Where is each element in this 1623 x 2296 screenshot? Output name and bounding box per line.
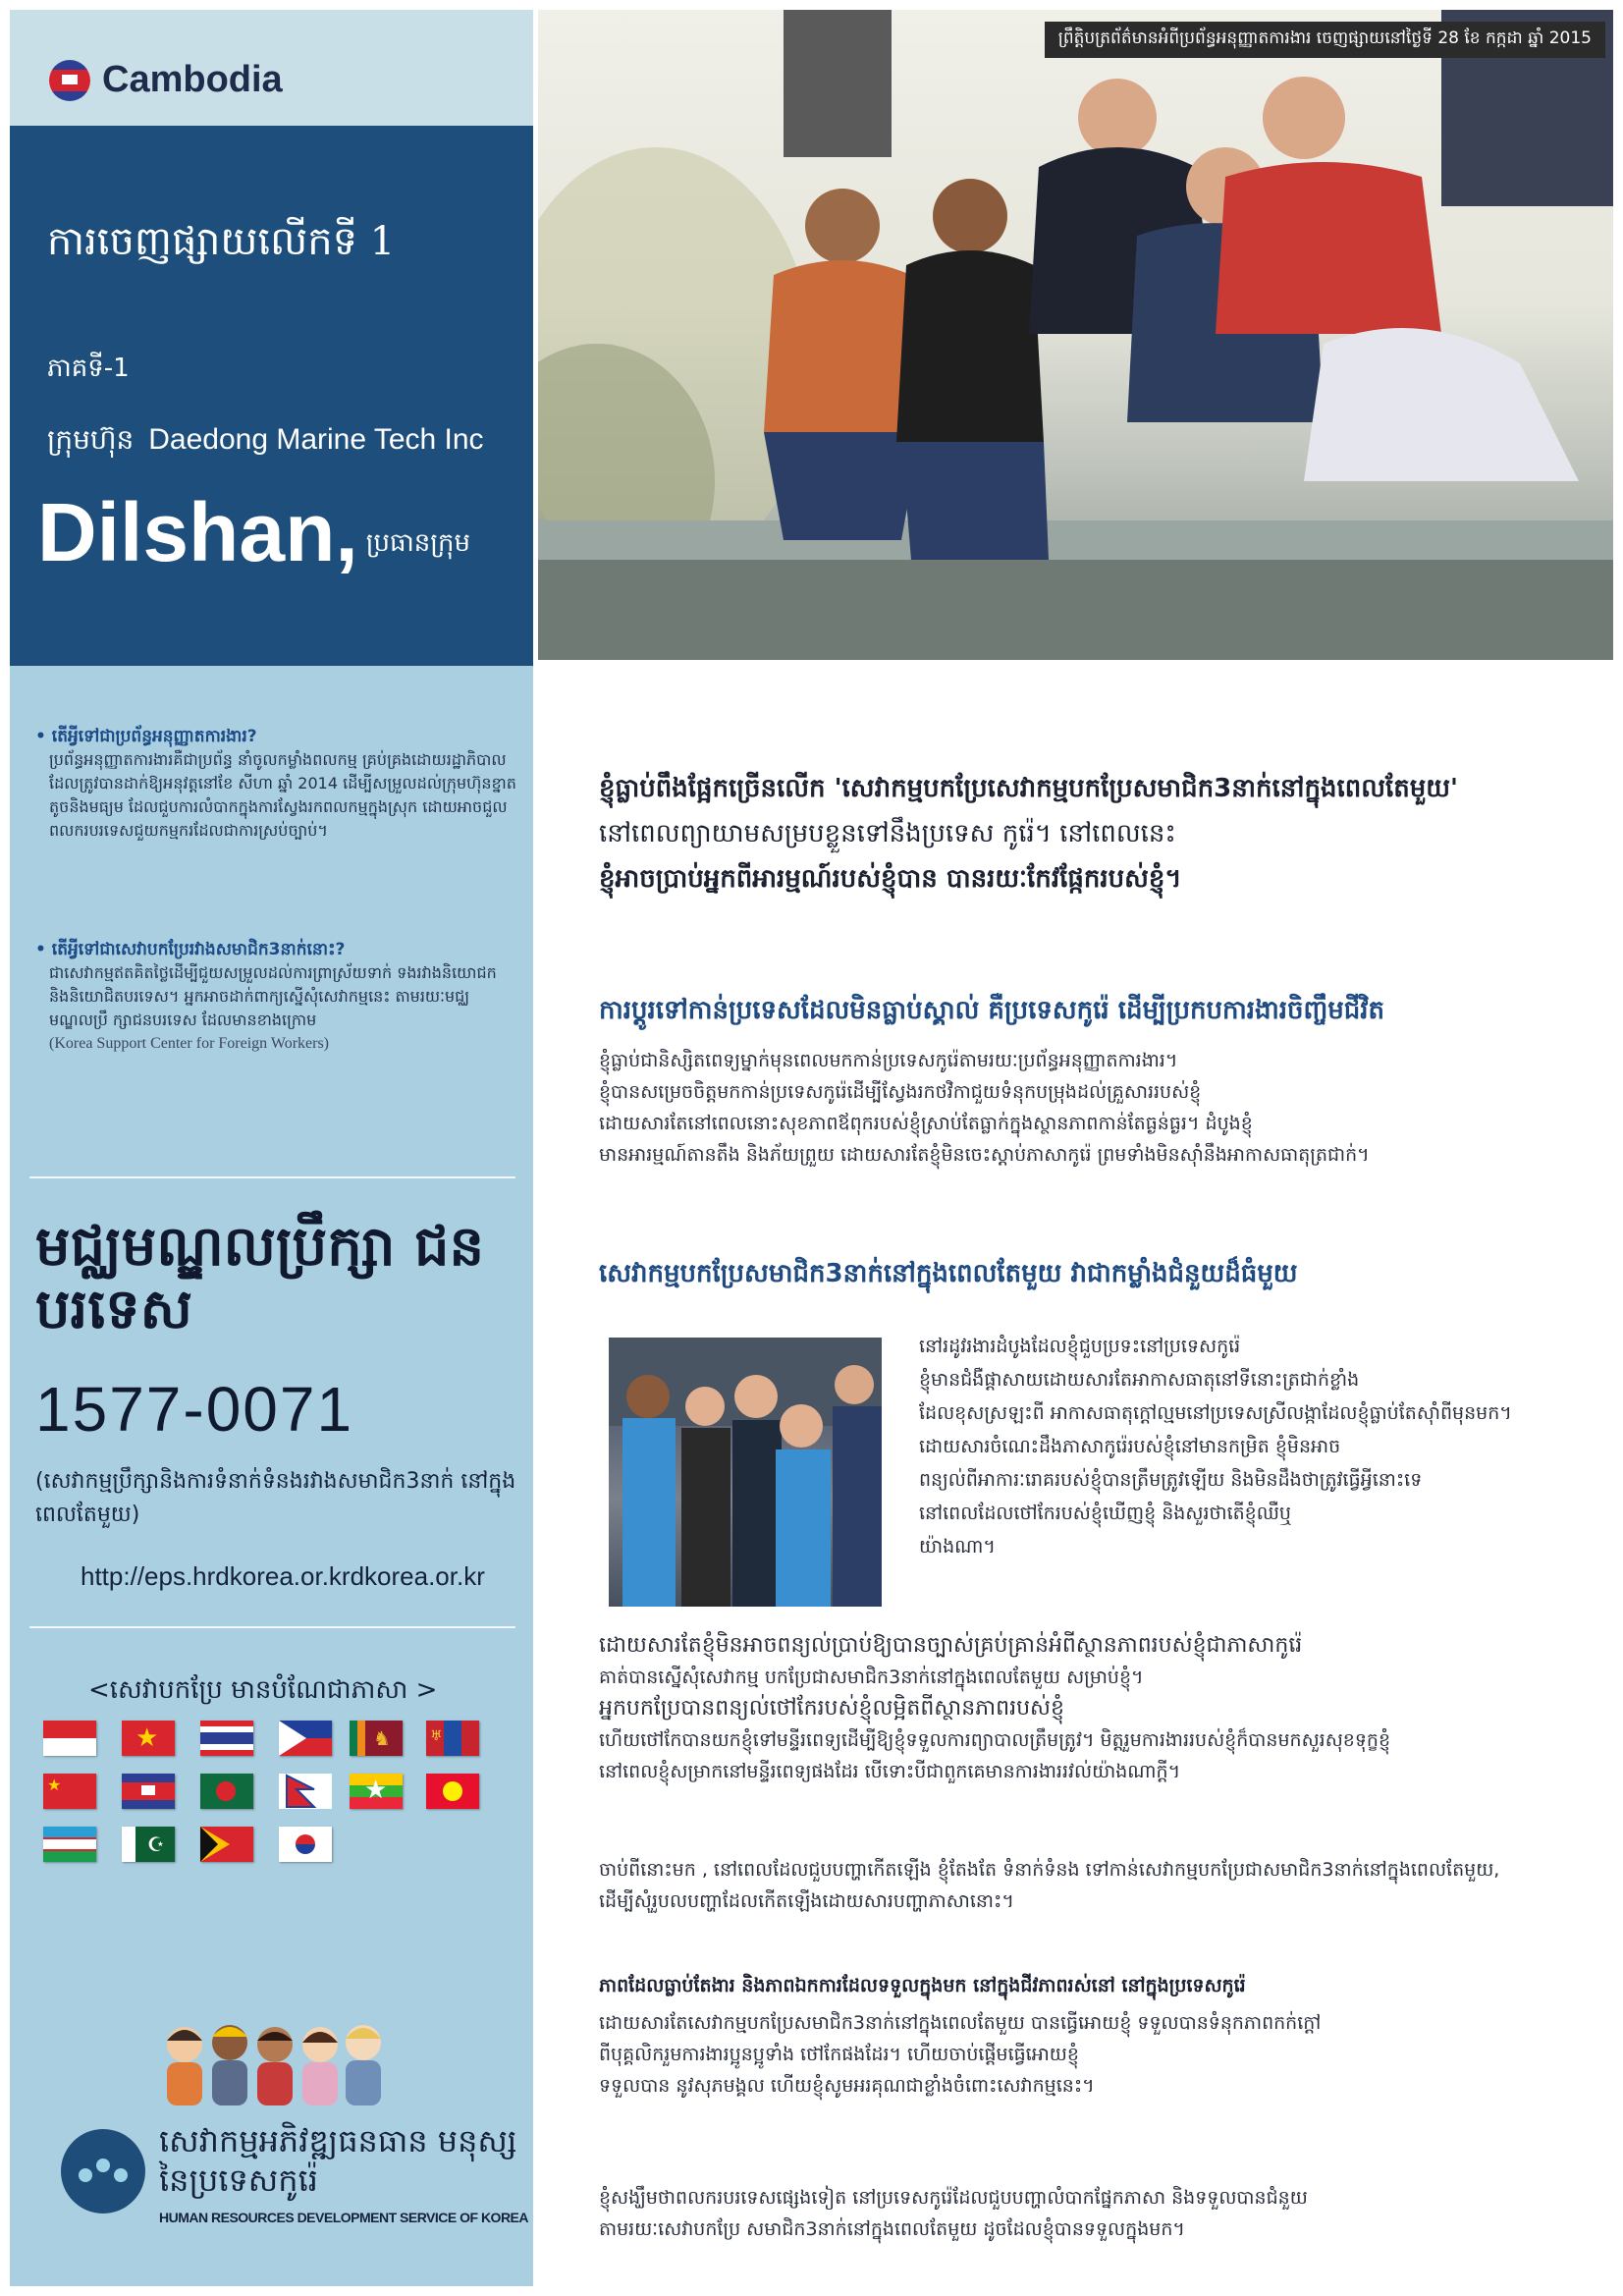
part-label: ភាគទី-1 [47, 354, 130, 383]
section-3-heading: ភាពដែលធ្លាប់តែងារ និងភាពឯកការដែលទទួលក្នុងមក នៅក្នុងជីវភាពរស់នៅ នៅក្នុងប្រទេសកូរ៉េ [599, 1975, 1246, 1996]
company-name: Daedong Marine Tech Inc [148, 423, 484, 456]
pakistan-flag-icon: ☪ [122, 1827, 175, 1862]
organization-english-name: HUMAN RESOURCES DEVELOPMENT SERVICE OF KOREA [159, 2210, 529, 2225]
vietnam-flag-icon: ★ [122, 1721, 175, 1756]
faq-item-1 [35, 725, 516, 843]
center-url-link[interactable]: http://eps.hrdkorea.or.krdkorea.or.kr [81, 1561, 485, 1591]
intro-line: ខ្ញុំអាចប្រាប់អ្នកពីអារម្មណ៍របស់ខ្ញុំបាន បានរយៈកែវផ្កែករបស់ខ្ញុំ។ [599, 864, 1182, 894]
languages-title: <សេវាបកប្រែ មានបំណែជាភាសា > [88, 1675, 438, 1705]
timor-leste-flag-icon [200, 1827, 253, 1862]
body-line: ពីបុគ្គលិករួមការងារប្អូនប្អូទាំង ថៅកែផងដែរ។ ហើយចាប់ផ្តើមធ្វើអោយខ្ញុំ [599, 2044, 1079, 2065]
company-prefix: ក្រុមហ៊ុន [47, 423, 135, 456]
faq-question: • តើអ្វីទៅជាសេវាបកប្រែរវាងសមាជិក3នាក់នោះ? [35, 938, 516, 961]
body-line: នៅពេលខ្ញុំសម្រាកនៅមន្ទីរពេទ្យផងដែរ បើទោះបីជាពួកគេមានការងាររវល់យ៉ាងណាក្តី។ [599, 1761, 1181, 1782]
body-line: ពន្យល់ពីអាការៈរោគរបស់ខ្ញុំបានត្រឹមត្រូវឡើយ និងមិនដឹងថាត្រូវធ្វើអ្វីនោះទេ [919, 1469, 1423, 1491]
philippines-flag-icon [279, 1721, 332, 1756]
center-description: (សេវាកម្មប្រឹក្សានិងការទំនាក់ទំនងរវាងសមាជិក3នាក់ នៅក្នុងពេលតែមួយ) [35, 1469, 516, 1527]
nepal-flag-icon [279, 1774, 332, 1809]
body-line: គាត់បានស្នើសុំសេវាកម្ម បកប្រែជាសមាជិក3នាក់នៅក្នុងពេលតែមួយ សម្រាប់ខ្ញុំ។ [599, 1667, 1144, 1688]
indonesia-flag-icon [43, 1721, 96, 1756]
body-line: ខ្ញុំបានសម្រេចចិត្តមកកាន់ប្រទេសកូរ៉េដើម្បីស្វែងរកថវិកាជួយទំនុកបម្រុងដល់គ្រួសាររបស់ខ្ញុំ [599, 1081, 1202, 1103]
body-line: ដើម្បីសុំរួបលបញ្ហាដែលកើតឡើងដោយសារបញ្ហាភាសានោះ។ [599, 1890, 1014, 1912]
header-photo [538, 10, 1613, 660]
country-row [49, 59, 283, 101]
paragraph-3 [599, 1854, 1581, 1917]
section-2-heading-block [599, 1257, 1581, 1294]
country-header [10, 10, 533, 126]
body-line: ចាប់ពីនោះមក , នៅពេលដែលជួបបញ្ហាកើតឡើង ខ្ញុំតែងតែ ទំនាក់ទំនង ទៅកាន់សេវាកម្មបកប្រែជាសមាជិក3នាក់នៅក្នុងពេលតែមួយ, [599, 1859, 1500, 1881]
group-photo-illustration [538, 10, 1613, 660]
group-photo-small-illustration [609, 1338, 882, 1607]
person-line [37, 486, 470, 578]
issue-title-block [10, 126, 533, 666]
body-line: ទទួលបាន នូវសុភមង្គល ហើយខ្ញុំសូមអរគុណជាខ្លាំងចំពោះសេវាកម្មនេះ។ [599, 2075, 1095, 2097]
cambodia-flag-icon [49, 60, 90, 101]
section-3-body [599, 2007, 1581, 2102]
body-line: ខ្ញុំមានជំងឺផ្តាសាយដោយសារតែអាកាសធាតុនៅទីនោះត្រជាក់ខ្លាំង [919, 1369, 1360, 1391]
inline-photo [609, 1338, 882, 1607]
faq-item-2 [35, 938, 516, 1056]
person-name: Dilshan, [37, 486, 358, 578]
sidebar-divider [29, 1176, 515, 1178]
faq-note: (Korea Support Center for Foreign Workers) [49, 1035, 330, 1052]
company-line [47, 422, 484, 463]
body-line: មានអារម្មណ៍តានតឹង និងភ័យព្រួយ ដោយសារតែខ្ញុំមិនចេះស្តាប់ភាសាកូរ៉េ ព្រមទាំងមិនស៊ាំនឹងអាកាសធាតុត្រជាក់។ [599, 1144, 1370, 1166]
center-phone[interactable]: 1577-0071 [35, 1374, 354, 1445]
intro-line: នៅពេលព្យាយាមសម្របខ្លួនទៅនឹងប្រទេស កូរ៉េ។ នៅពេលនេះ [599, 819, 1176, 848]
body-line: ដែលខុសស្រឡះពី អាកាសធាតុក្តៅល្មមនៅប្រទេសស្រីលង្កាដែលខ្ញុំធ្លាប់តែស៊ាំពីមុនមក។ [919, 1402, 1512, 1424]
faq-answer: ប្រព័ន្ធអនុញ្ញាតការងារគឺជាប្រព័ន្ធ នាំចូលកម្លាំងពលកម្ម គ្រប់គ្រងដោយរដ្ឋាភិបាល ដែលត្រូវបានដាក់ឱ្យអនុវត្តនៅខែ សីហា ឆ្នាំ 2014 ដើម្បីសម្រួលដល់ក្រុមហ៊ុនខ្នាតតូចនិងមធ្យម ដែលជួបការលំបាកក្នុងការស្វែងរកពលកម្មក្នុងស្រុក ដោយអាចជួលពលករបរទេសជួយកម្មករដែលជាការស្រប់ច្បាប់។ [49, 750, 516, 840]
sidebar-divider [29, 1626, 515, 1628]
kyrgyzstan-flag-icon [426, 1774, 479, 1809]
workers-illustration-icon [155, 2013, 391, 2111]
section-2-body [599, 1630, 1581, 1787]
section-3 [599, 1974, 1581, 2102]
body-line: ដោយសារតែខ្ញុំមិនអាចពន្យល់ប្រាប់ឱ្យបានច្បាស់គ្រប់គ្រាន់អំពីស្ថានភាពរបស់ខ្ញុំជាភាសាកូរ៉េ [599, 1633, 1303, 1658]
body-line: ដោយសារតែសេវាកម្មបកប្រែសមាជិក3នាក់នៅក្នុងពេលតែមួយ បានធ្វើអោយខ្ញុំ ទទួលបានទំនុកភាពកក់ក្តៅ [599, 2012, 1322, 2034]
sidebar [10, 10, 533, 2286]
paragraph-4 [599, 2182, 1581, 2245]
photo-caption: ព្រឹត្តិបត្រព័ត៌មានអំពីប្រព័ន្ធអនុញ្ញាតការងារ ចេញផ្សាយនៅថ្ងៃទី 28 ខែ កក្កដា ឆ្នាំ 2015 [1045, 22, 1605, 58]
myanmar-flag-icon: ★ [350, 1774, 403, 1809]
issue-label: ការចេញផ្សាយលើកទី 1 [47, 219, 396, 264]
article-intro [599, 766, 1581, 902]
intro-line: ខ្ញុំធ្លាប់ពឹងផ្អែកច្រើនលើក 'សេវាកម្មបកប្រែសេវាកម្មបកប្រែសមាជិក3នាក់នៅក្នុងពេលតែមួយ' [599, 774, 1458, 803]
body-line: ខ្ញុំធ្លាប់ជានិស្សិតពេទ្យម្នាក់មុនពេលមកកាន់ប្រទេសកូរ៉េតាមរយៈប្រព័ន្ធអនុញ្ញាតការងារ។ [599, 1050, 1178, 1071]
faq-answer: ជាសេវាកម្មឥតគិតថ្លៃដើម្បីជួយសម្រួលដល់ការព្រាស្រ័យទាក់ ទងរវាងនិយោជក និងនិយោជិតបរទេស។ អ្នកអាចដាក់ពាក្យស្នើសុំសេវាកម្មនេះ តាមរយៈមជ្ឈមណ្ឌលប្រឹ ក្សាជនបរទេស ដែលមានខាងក្រោម [49, 963, 497, 1029]
body-line: តាមរយៈសេវាបកប្រែ សមាជិក3នាក់នៅក្នុងពេលតែមួយ ដូចដែលខ្ញុំបានទទួលក្នុងមក។ [599, 2218, 1185, 2240]
body-line: ដោយសារតែនៅពេលនោះសុខភាពឪពុករបស់ខ្ញុំស្រាប់តែធ្លាក់ក្នុងស្ថានភាពកាន់តែធ្ងន់ធ្ងរ។ ដំបូងខ្ញុំ [599, 1113, 1253, 1134]
faq-question: • តើអ្វីទៅជាប្រព័ន្ធអនុញ្ញាតការងារ? [35, 725, 516, 748]
body-line: អ្នកបកប្រែបានពន្យល់ថៅកែរបស់ខ្ញុំលម្អិតពីស្ថានភាពរបស់ខ្ញុំ [599, 1696, 1064, 1721]
uzbekistan-flag-icon [43, 1827, 96, 1862]
hrd-korea-logo-icon [61, 2129, 145, 2214]
cambodia-flag-icon [122, 1774, 175, 1809]
organization-name: សេវាកម្មអភិវឌ្ឍធនធាន មនុស្សនៃប្រទេសកូរ៉េ [159, 2122, 517, 2199]
section-2-heading: សេវាកម្មបកប្រែសមាជិក3នាក់នៅក្នុងពេលតែមួយ វាជាកម្លាំងជំនួយដ៏ធំមួយ [599, 1259, 1298, 1288]
body-line: នៅពេលដែលថៅកែរបស់ខ្ញុំឃើញខ្ញុំ និងសួរថាតើខ្ញុំឈឺឬ [919, 1503, 1291, 1524]
china-flag-icon: ★ [43, 1774, 96, 1809]
body-line: ដោយសារចំណេះដឹងភាសាកូរ៉េរបស់ខ្ញុំនៅមានកម្រិត ខ្ញុំមិនអាច [919, 1436, 1341, 1457]
bangladesh-flag-icon [200, 1774, 253, 1809]
section-1-heading: ការប្តូរទៅកាន់ប្រទេសដែលមិនធ្លាប់ស្គាល់ គឺប្រទេសកូរ៉េ ដើម្បីប្រកបការងារចិញ្ចឹមជីវិត [599, 996, 1385, 1025]
body-line: នៅរដូវរងារដំបូងដែលខ្ញុំជួបប្រទះនៅប្រទេសកូរ៉េ [919, 1336, 1241, 1357]
country-label: Cambodia [102, 59, 283, 100]
korea-flag-icon [279, 1827, 332, 1862]
section-1-body [599, 1045, 1581, 1171]
mongolia-flag-icon: ♅ [426, 1721, 479, 1756]
thailand-flag-icon [200, 1721, 253, 1756]
person-role: ប្រធានក្រុម [365, 528, 470, 558]
center-title: មជ្ឈមណ្ឌលប្រឹក្សា ជនបរទេស [35, 1215, 484, 1341]
section-2-inline-text [919, 1330, 1596, 1563]
body-line: ខ្ញុំសង្ឃឹមថាពលករបរទេសផ្សេងទៀត នៅប្រទេសកូរ៉េដែលជួបបញ្ហាលំបាកផ្នែកភាសា និងទទួលបានជំនួយ [599, 2187, 1308, 2209]
section-1 [599, 994, 1581, 1171]
sri-lanka-flag-icon: ♞ [350, 1721, 403, 1756]
body-line: ហើយថៅកែបានយកខ្ញុំទៅមន្ទីរពេទ្យដើម្បីឱ្យខ្ញុំទទួលការព្យាបាលត្រឹមត្រូវ។ មិត្តរួមការងាររបស់ខ្ញុំក៏បានមកសួរសុខទុក្ខខ្ញុំ [599, 1729, 1391, 1751]
body-line: យ៉ាងណា។ [919, 1536, 996, 1558]
